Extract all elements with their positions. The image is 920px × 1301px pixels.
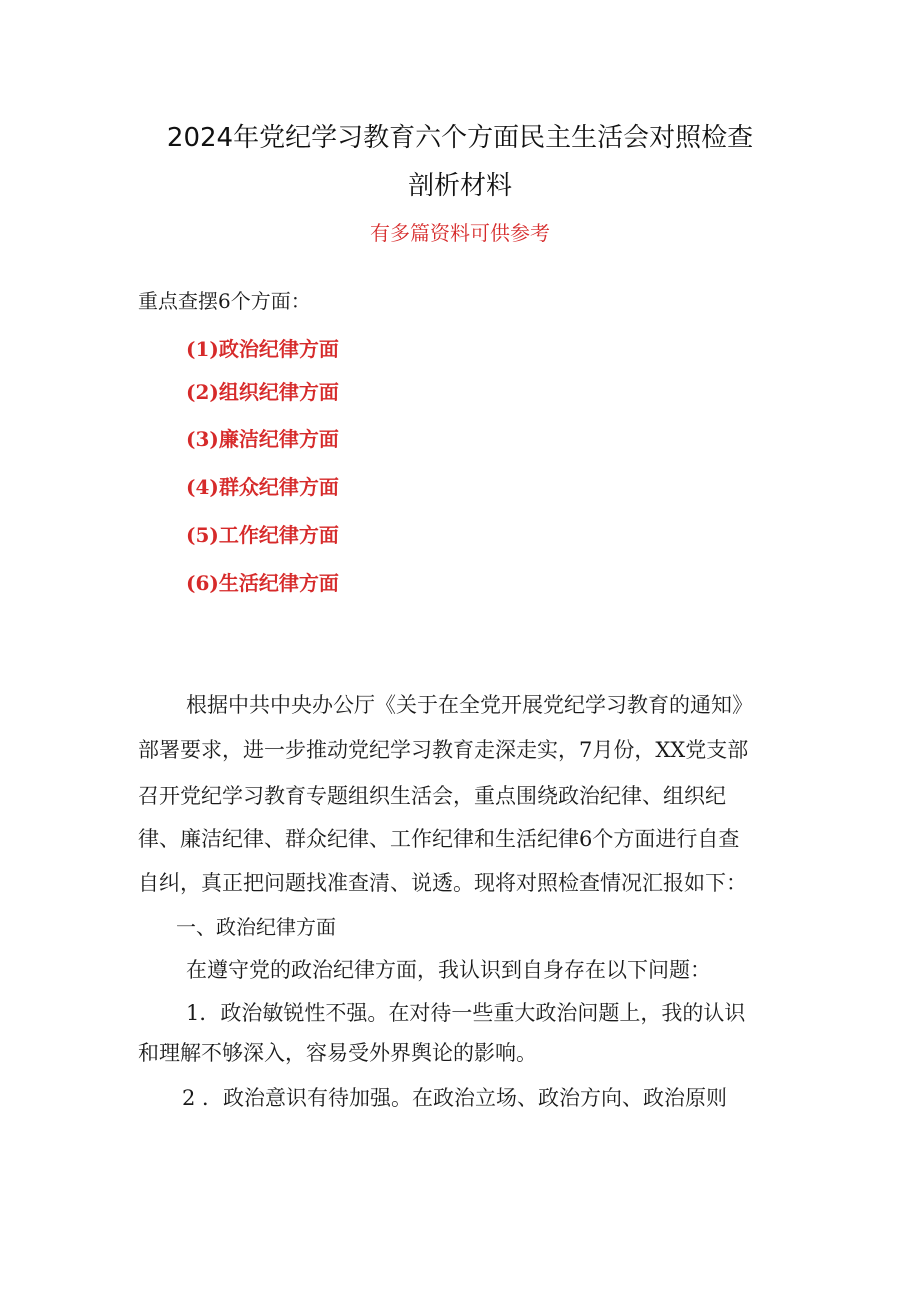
item-1-line-2: 和理解不够深入，容易受外界舆论的影响。	[138, 1041, 537, 1065]
focus-item-life: (6)生活纪律方面	[186, 571, 339, 595]
intro-line-2: 部署要求，进一步推动党纪学习教育走深走实，7月份，XX党支部	[138, 738, 749, 762]
intro-line-5: 自纠，真正把问题找准查清、说透。现将对照检查情况汇报如下：	[138, 871, 747, 895]
section-intro: 在遵守党的政治纪律方面，我认识到自身存在以下问题：	[186, 958, 711, 982]
focus-item-political: (1)政治纪律方面	[186, 337, 339, 361]
document-title-line-2: 剖析材料	[407, 171, 512, 201]
item-2-line-1: 2 ．政治意识有待加强。在政治立场、政治方向、政治原则	[182, 1086, 728, 1110]
intro-line-3: 召开党纪学习教育专题组织生活会，重点围绕政治纪律、组织纪	[138, 784, 726, 808]
intro-line-1: 根据中共中央办公厅《关于在全党开展党纪学习教育的通知》	[186, 693, 753, 717]
focus-item-organizational: (2)组织纪律方面	[186, 380, 339, 404]
document-subtitle: 有多篇资料可供参考	[370, 221, 550, 245]
section-heading-political: 一、政治纪律方面	[176, 915, 336, 939]
document-title-line-1: 2024年党纪学习教育六个方面民主生活会对照检查	[166, 123, 754, 153]
focus-item-work: (5)工作纪律方面	[186, 523, 339, 547]
item-1-line-1: 1．政治敏锐性不强。在对待一些重大政治问题上，我的认识	[186, 1001, 746, 1025]
focus-item-mass: (4)群众纪律方面	[186, 475, 339, 499]
focus-label: 重点查摆6个方面：	[138, 289, 311, 313]
intro-line-4: 律、廉洁纪律、群众纪律、工作纪律和生活纪律6个方面进行自查	[138, 827, 740, 851]
focus-item-integrity: (3)廉洁纪律方面	[186, 427, 339, 451]
